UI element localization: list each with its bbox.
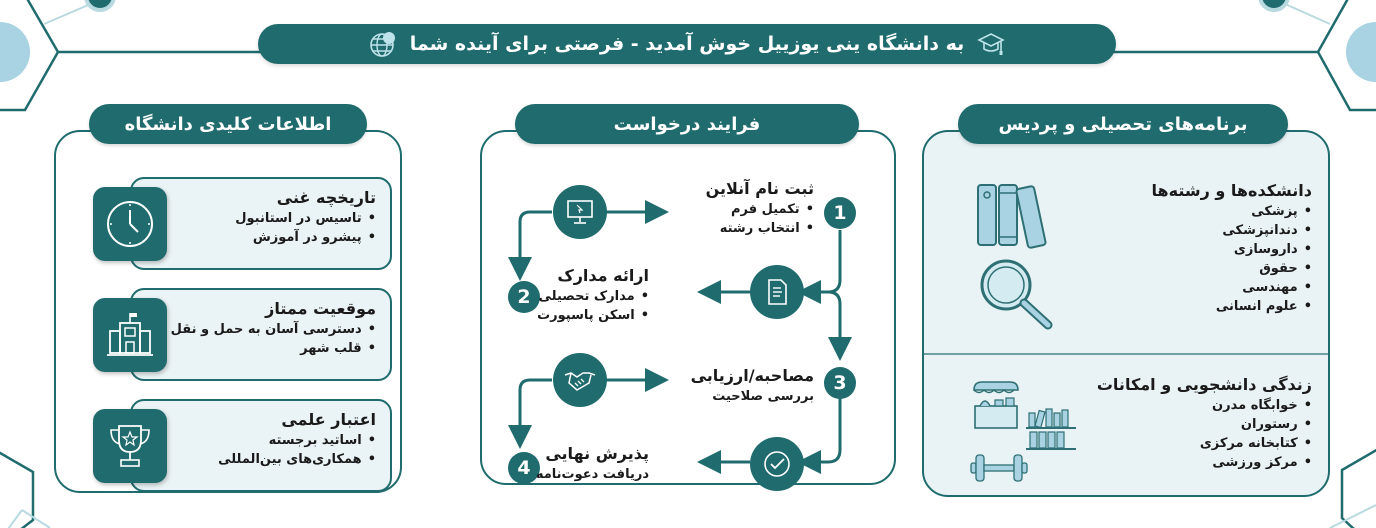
info-card-academic bbox=[130, 399, 392, 492]
step-1-text bbox=[706, 178, 814, 238]
list-item: • دندانپزشکی bbox=[1152, 221, 1312, 240]
list-item: • پیشرو در آموزش bbox=[132, 228, 376, 247]
magnifier-icon bbox=[976, 255, 1056, 335]
step-3-text bbox=[691, 365, 814, 406]
list-item: • انتخاب رشته bbox=[706, 219, 814, 238]
list-item: • علوم انسانی bbox=[1152, 297, 1312, 316]
list-item: • کتابخانه مرکزی bbox=[1097, 434, 1312, 453]
step-number-1: 1 bbox=[824, 197, 856, 229]
list-item: • مدارک تحصیلی bbox=[537, 287, 649, 306]
step-title: ارائه مدارک bbox=[557, 266, 649, 285]
bookshelf-icon bbox=[1026, 407, 1076, 457]
header-banner bbox=[258, 24, 1116, 64]
list-item: • دسترسی آسان به حمل و نقل bbox=[132, 320, 376, 339]
step-title: ثبت نام آنلاین bbox=[705, 179, 814, 198]
trophy-icon bbox=[93, 409, 167, 483]
card-title: تاریخچه غنی bbox=[276, 188, 376, 207]
list-item: • مهندسی bbox=[1152, 278, 1312, 297]
step-title: پذیرش نهایی bbox=[545, 444, 649, 463]
step-number-3: 3 bbox=[824, 367, 856, 399]
restaurant-icon bbox=[970, 380, 1022, 434]
student-life-block bbox=[1097, 374, 1312, 472]
list-item: • پزشکی bbox=[1152, 202, 1312, 221]
step-number-4: 4 bbox=[508, 452, 540, 484]
step-4-text bbox=[536, 443, 649, 484]
list-item: • تکمیل فرم bbox=[706, 200, 814, 219]
list-item: • اساتید برجسته bbox=[132, 431, 376, 450]
programs-title: برنامه‌های تحصیلی و پردیس bbox=[958, 104, 1288, 144]
step-subtitle: دریافت دعوت‌نامه bbox=[535, 467, 649, 482]
card-title: اعتبار علمی bbox=[281, 410, 376, 429]
list-item: • حقوق bbox=[1152, 259, 1312, 278]
key-info-title: اطلاعات کلیدی دانشگاه bbox=[89, 104, 367, 144]
step-subtitle: بررسی صلاحیت bbox=[712, 389, 814, 404]
list-item: • قلب شهر bbox=[132, 339, 376, 358]
books-icon bbox=[976, 183, 1056, 253]
globe-icon bbox=[368, 29, 398, 59]
list-item: • مرکز ورزشی bbox=[1097, 453, 1312, 472]
list-item: • خوابگاه مدرن bbox=[1097, 396, 1312, 415]
dumbbell-icon bbox=[970, 452, 1028, 488]
handshake-icon bbox=[553, 353, 607, 407]
building-icon bbox=[93, 298, 167, 372]
list-item: • همکاری‌های بین‌المللی bbox=[132, 450, 376, 469]
graduation-cap-icon bbox=[976, 29, 1006, 59]
student-life-title: زندگی دانشجویی و امکانات bbox=[1096, 375, 1312, 394]
card-title: موقعیت ممتاز bbox=[265, 299, 376, 318]
step-title: مصاحبه/ارزیابی bbox=[690, 366, 814, 385]
step-number-2: 2 bbox=[508, 281, 540, 313]
banner-title: به دانشگاه ینی یوزییل خوش آمدید - فرصتی برای آینده شما bbox=[409, 33, 965, 55]
check-circle-icon bbox=[750, 437, 804, 491]
divider bbox=[922, 353, 1330, 355]
faculties-block bbox=[1152, 180, 1312, 316]
faculties-title: دانشکده‌ها و رشته‌ها bbox=[1151, 181, 1312, 200]
computer-icon bbox=[553, 185, 607, 239]
clock-icon bbox=[93, 187, 167, 261]
list-item: • اسکن پاسپورت bbox=[537, 306, 649, 325]
list-item: • تاسیس در استانبول bbox=[132, 209, 376, 228]
process-title: فرایند درخواست bbox=[515, 104, 859, 144]
step-2-text bbox=[537, 265, 649, 325]
info-card-history bbox=[130, 177, 392, 270]
info-card-location bbox=[130, 288, 392, 381]
list-item: • داروسازی bbox=[1152, 240, 1312, 259]
document-icon bbox=[750, 265, 804, 319]
list-item: • رستوران bbox=[1097, 415, 1312, 434]
